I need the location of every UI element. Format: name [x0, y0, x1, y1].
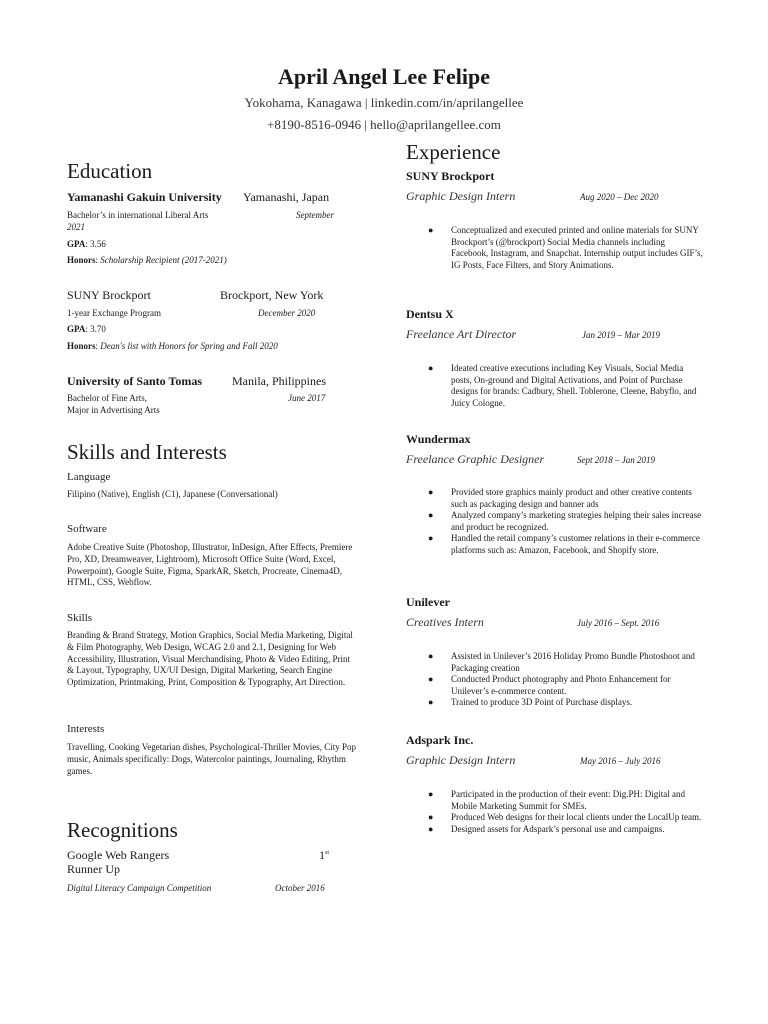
edu-degree-2: 1-year Exchange Program	[67, 308, 161, 318]
exp-company-4: Unilever	[406, 595, 450, 609]
recognition-title: Google Web Rangers	[67, 848, 170, 862]
edu-date-3: June 2017	[288, 393, 326, 403]
list-item: ● Produced Web designs for their local clients under the LocalUp team.	[428, 812, 702, 823]
exp-company-3: Wundermax	[406, 432, 471, 446]
edu-school-1: Yamanashi Gakuin University	[67, 190, 222, 204]
recognitions-heading: Recognitions	[67, 818, 178, 842]
contact-line-1: Yokohama, Kanagawa | linkedin.com/in/aprilangellee	[244, 95, 524, 110]
contact-line-2: +8190-8516-0946 | hello@aprilangellee.com	[267, 117, 501, 132]
exp-bullets-3	[424, 487, 704, 557]
recognition-event: Digital Literacy Campaign Competition	[67, 883, 212, 893]
list-item: ● Conceptualized and executed printed and online materials for SUNY Brockport’s (@brockport) Social Media channels including Facebook, Instagram, and Snapchat. Internship output includes GIF’s, IG Posts, Face Filters, and Story Animations.	[428, 225, 703, 270]
exp-company-5: Adspark Inc.	[406, 733, 474, 747]
exp-role-3: Freelance Graphic Designer	[406, 452, 545, 466]
list-item: ● Ideated creative executions including Key Visuals, Social Media posts, On-ground and Digital Activations, and Point of Purchase designs for brands: Cadbury, Shell. Toblerone, Cleene, Babyflo, and Juicy Cologne.	[428, 363, 697, 408]
exp-dates-5: May 2016 – July 2016	[580, 756, 661, 766]
interests-label: Interests	[67, 723, 105, 735]
exp-bullets-2	[424, 363, 704, 409]
recognition-place-cont: Runner Up	[67, 862, 120, 876]
exp-role-5: Graphic Design Intern	[406, 753, 516, 767]
exp-company-1: SUNY Brockport	[406, 169, 495, 183]
list-item: ● Trained to produce 3D Point of Purchase displays.	[428, 697, 633, 708]
education-heading: Education	[67, 159, 153, 183]
edu-honors-2: Honors: Dean's list with Honors for Spring and Fall 2020	[67, 341, 278, 351]
exp-dates-1: Aug 2020 – Dec 2020	[580, 192, 659, 202]
software-label: Software	[67, 523, 107, 535]
edu-location-3: Manila, Philippines	[232, 374, 326, 388]
list-item: ● Handled the retail company’s customer relations in their e-commerce platforms such as: Amazon, Facebook, and Shopify store.	[428, 533, 700, 555]
edu-honors-1: Honors: Scholarship Recipient (2017-2021)	[67, 255, 227, 265]
edu-degree-3: Bachelor of Fine Arts,	[67, 393, 147, 403]
list-item: ● Analyzed company’s marketing strategies helping their sales increase and product be recognized.	[428, 510, 702, 532]
list-item: ● Designed assets for Adspark’s personal use and campaigns.	[428, 823, 665, 834]
exp-dates-4: July 2016 – Sept. 2016	[577, 618, 660, 628]
resume-name: April Angel Lee Felipe	[277, 64, 491, 89]
software-text: Adobe Creative Suite (Photoshop, Illustrator, InDesign, After Effects, Premiere Pro, XD, Dreamweaver, Lightroom), Microsoft Office Suite (Word, Excel, Powerpoint), Google Suite, Figma, SparkAR, Sketch, Procreate, Cinema4D, HTML, CSS, Webflow.	[67, 542, 353, 588]
exp-bullets-4	[424, 651, 704, 709]
experience-heading: Experience	[406, 140, 501, 164]
edu-date-2: December 2020	[258, 308, 316, 318]
edu-degree-3-cont: Major in Advertising Arts	[67, 405, 160, 415]
skills-heading: Skills and Interests	[67, 440, 227, 464]
edu-location-2: Brockport, New York	[220, 288, 324, 302]
exp-bullets-5	[424, 789, 704, 835]
edu-degree-1: Bachelor’s in international Liberal Arts	[67, 210, 209, 220]
interests-text: Travelling, Cooking Vegetarian dishes, Psychological-Thriller Movies, City Pop music, Animals specifically: Dogs, Watercolor paintings, Journaling, Rhythm games.	[67, 742, 356, 776]
exp-dates-2: Jan 2019 – Mar 2019	[582, 330, 660, 340]
edu-school-2: SUNY Brockport	[67, 288, 151, 302]
list-item: ● Assisted in Unilever’s 2016 Holiday Promo Bundle Photoshoot and Packaging creation	[428, 651, 695, 673]
language-text: Filipino (Native), English (C1), Japanese (Conversational)	[67, 489, 278, 499]
recognition-place: 1st	[319, 848, 330, 862]
exp-company-2: Dentsu X	[406, 307, 454, 321]
list-item: ● Provided store graphics mainly product and other creative contents such as packaging design and banner ads	[428, 487, 692, 509]
list-item: ● Conducted Product photography and Photo Enhancement for Unilever’s e-commerce content.	[428, 674, 671, 696]
edu-school-3: University of Santo Tomas	[67, 374, 203, 388]
skills-text: Branding & Brand Strategy, Motion Graphics, Social Media Marketing, Digital & Film Photography, Web Design, WCAG 2.0 and 2.1, Designing for Web Accessibility, Illustration, Visual Merchandising, Photo & Video Editing, Print & Layout, Typography, UX/UI Design, Digital Marketing, Search Engine Optimization, Printmaking, Print, Composition & Typography, Art Direction.	[67, 630, 353, 688]
list-item: ● Participated in the production of their event: Dig.PH: Digital and Mobile Marketing Summit for SMEs.	[428, 789, 685, 811]
exp-bullets-1	[424, 225, 704, 271]
edu-date-1-cont: 2021	[67, 222, 85, 232]
edu-gpa-2: GPA: 3.70	[67, 324, 106, 334]
recognition-date: October 2016	[275, 883, 325, 893]
exp-role-2: Freelance Art Director	[406, 327, 517, 341]
exp-role-4: Creatives Intern	[406, 615, 484, 629]
edu-date-1: September	[296, 210, 334, 220]
edu-gpa-1: GPA: 3.56	[67, 239, 106, 249]
edu-location-1: Yamanashi, Japan	[243, 190, 330, 204]
exp-dates-3: Sept 2018 – Jan 2019	[577, 455, 655, 465]
exp-role-1: Graphic Design Intern	[406, 189, 516, 203]
skills-label: Skills	[67, 612, 93, 624]
language-label: Language	[67, 471, 111, 483]
